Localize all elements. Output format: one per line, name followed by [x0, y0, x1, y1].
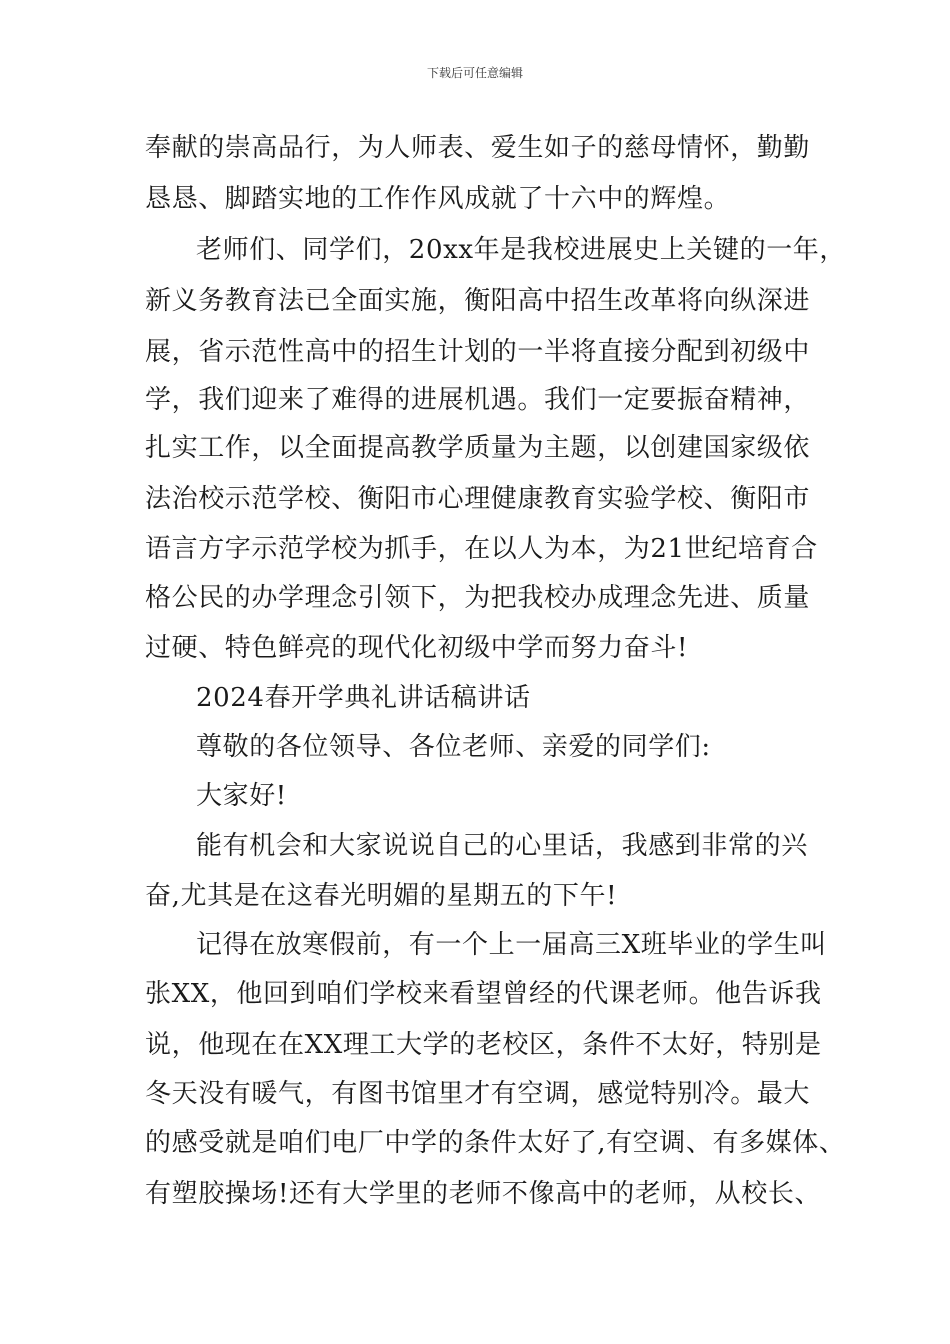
text-line: 能有机会和大家说说自己的心里话，我感到非常的兴 [196, 831, 808, 861]
text-line: 学，我们迎来了难得的进展机遇。我们一定要振奋精神， [145, 385, 811, 415]
text-line: 过硬、特色鲜亮的现代化初级中学而努力奋斗! [145, 633, 689, 663]
page-header-note: 下载后可任意编辑 [426, 66, 523, 80]
text-line: 2024春开学典礼讲话稿讲话 [196, 683, 531, 713]
text-line: 张XX，他回到咱们学校来看望曾经的代课老师。他告诉我 [145, 979, 822, 1009]
text-line: 奋,尤其是在这春光明媚的星期五的下午! [145, 881, 618, 911]
text-line: 记得在放寒假前，有一个上一届高三X班毕业的学生叫 [196, 930, 827, 960]
text-line: 的感受就是咱们电厂中学的条件太好了,有空调、有多媒体、 [145, 1128, 846, 1158]
text-line: 冬天没有暖气，有图书馆里才有空调，感觉特别冷。最大 [145, 1079, 811, 1109]
text-line: 法治校示范学校、衡阳市心理健康教育实验学校、衡阳市 [145, 484, 811, 514]
text-line: 扎实工作，以全面提高教学质量为主题，以创建国家级依 [145, 433, 811, 463]
text-line: 老师们、同学们，20xx年是我校进展史上关键的一年， [196, 235, 847, 265]
text-line: 语言方字示范学校为抓手，在以人为本，为21世纪培育合 [145, 534, 818, 564]
text-line: 尊敬的各位领导、各位老师、亲爱的同学们: [196, 732, 711, 762]
text-line: 新义务教育法已全面实施，衡阳高中招生改革将向纵深进 [145, 286, 811, 316]
text-line: 恳恳、脚踏实地的工作作风成就了十六中的辉煌。 [145, 184, 731, 214]
text-line: 奉献的崇高品行，为人师表、爱生如子的慈母情怀，勤勤 [145, 133, 811, 163]
text-line: 说，他现在在XX理工大学的老校区，条件不太好，特别是 [145, 1030, 822, 1060]
text-line: 大家好! [196, 781, 287, 811]
text-line: 格公民的办学理念引领下，为把我校办成理念先进、质量 [145, 583, 811, 613]
text-line: 有塑胶操场!还有大学里的老师不像高中的老师，从校长、 [145, 1179, 822, 1209]
text-line: 展，省示范性高中的招生计划的一半将直接分配到初级中 [145, 337, 811, 367]
